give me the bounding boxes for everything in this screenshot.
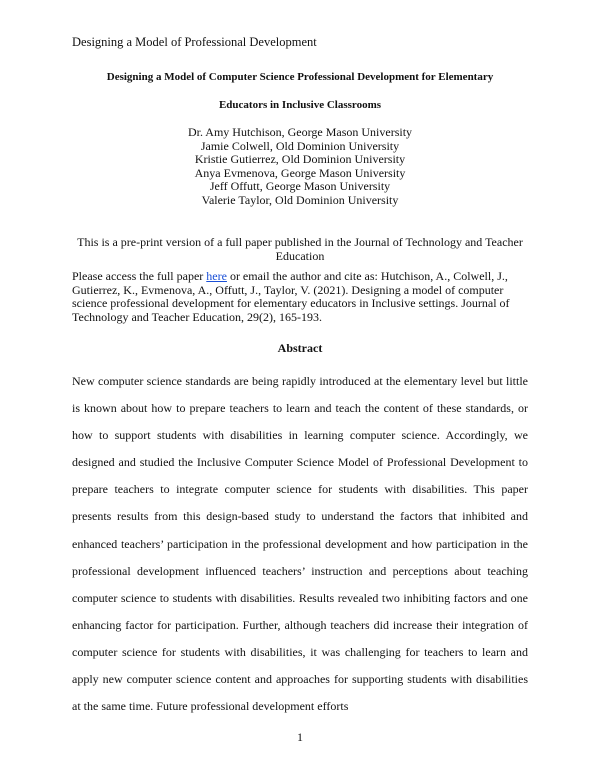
running-head: Designing a Model of Professional Development (72, 35, 317, 49)
abstract-body (72, 368, 528, 720)
paper-title-line-1: Designing a Model of Computer Science Professional Development for Elementary (106, 71, 494, 83)
author: Jeff Offutt, George Mason University (209, 179, 391, 194)
preprint-notice: This is a pre-print version of a full paper published in the Journal of Technology and Teacher Education (77, 235, 523, 263)
author: Anya Evmenova, George Mason University (194, 165, 406, 180)
author: Jamie Colwell, Old Dominion University (200, 138, 400, 153)
page-number: 1 (297, 730, 303, 744)
abstract-paragraph: New computer science standards are being rapidly introduced at the elementary level but little is known about how to prepare teachers to learn and teach the content of these standards, or how to support students with disabilities in learning computer science. Accordingly, we designed and studied the Inclusive Computer Science Model of Professional Development to prepare teachers to integrate computer science for students with disabilities. This paper presents results from this design-based study to understand the factors that inhibited and enhanced teachers’ participation in the professional development and how participation in the professional development influenced teachers’ instruction and perceptions about teaching computer science to students with disabilities. Results revealed two inhibiting factors and one enhancing factor for participation. Further, although teachers did increase their integration of computer science for students with disabilities, it was challenging for teachers to learn and apply new computer science content and approaches for supporting students with disabilities at the same time. Future professional development efforts (72, 374, 528, 714)
author-list (60, 126, 540, 208)
paper-title-line-2: Educators in Inclusive Classrooms (218, 99, 382, 111)
author: Dr. Amy Hutchison, George Mason University (187, 125, 413, 139)
full-paper-link[interactable]: here (206, 269, 227, 283)
citation-intro: Please access the full paper (72, 269, 207, 283)
author: Kristie Gutierrez, Old Dominion University (194, 152, 406, 167)
citation-text: or email the author and cite as: Hutchison, A., Colwell, J., Gutierrez, K., Evmenova, A., Offutt, J., Taylor, V. (2021). Designing a model of computer science professional development for elementary educators in Inclusive settings. Journal of Technology and Teacher Education, 29(2), 165-193. (72, 269, 510, 324)
citation-paragraph (72, 270, 528, 324)
abstract-heading: Abstract (277, 341, 323, 355)
author: Valerie Taylor, Old Dominion University (201, 192, 399, 207)
